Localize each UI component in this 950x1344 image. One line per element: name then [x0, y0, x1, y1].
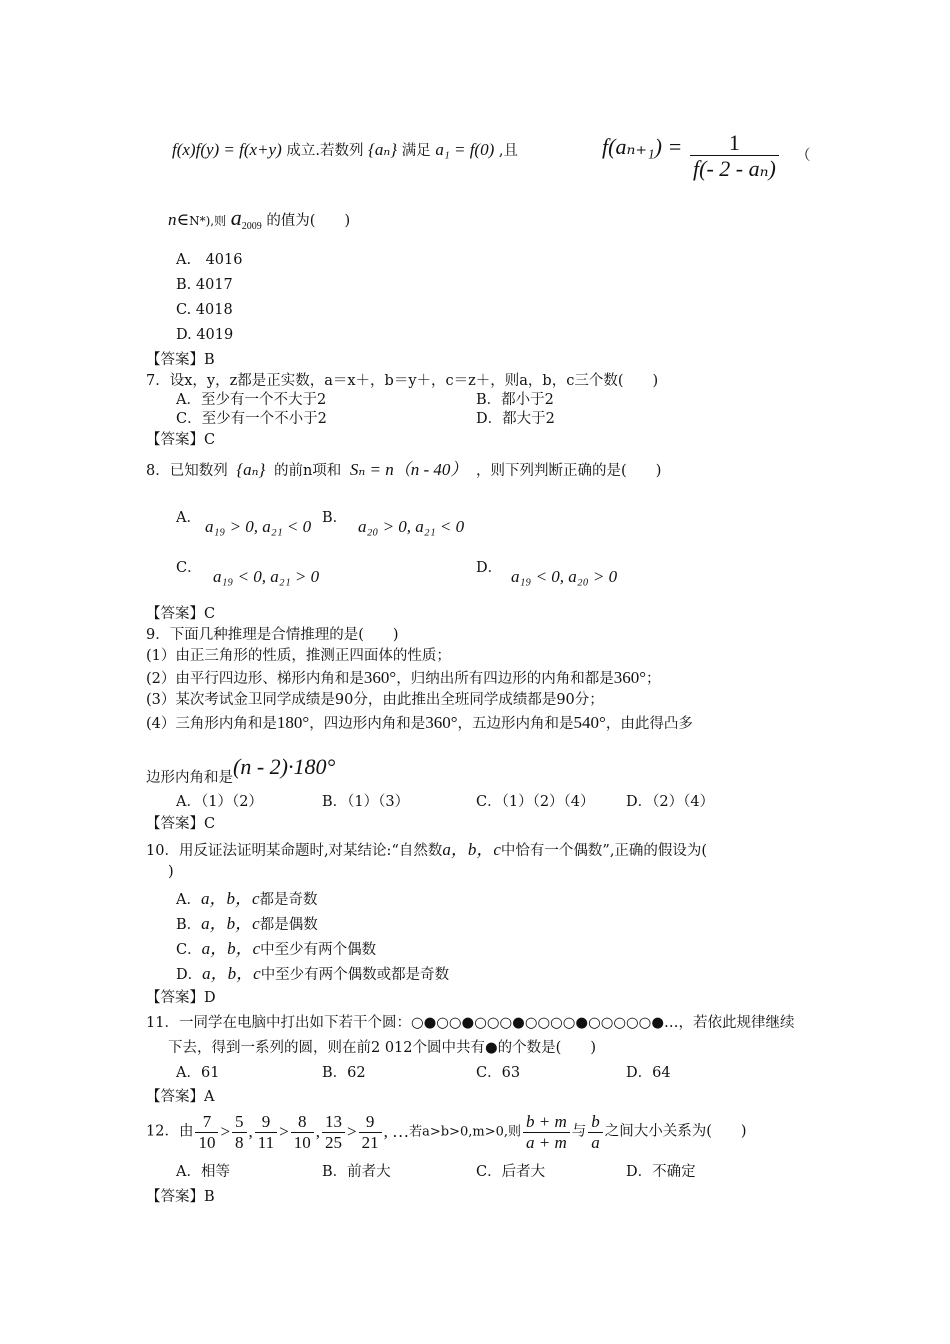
q6-eq3: [602, 134, 682, 160]
q9-deg360-b: 360°: [613, 668, 647, 687]
q8-option-a-label: A．: [176, 510, 201, 526]
q9-item4: [146, 713, 693, 733]
q8-option-c-label: C．: [176, 560, 202, 576]
q6-stem-line2: [168, 205, 350, 233]
q12-option-a: A．相等: [176, 1164, 230, 1180]
q9-option-d: D．（2）（4）: [626, 794, 715, 810]
q10-option-b: B．a，b，c都是偶数: [176, 914, 318, 933]
q12-option-d: D．不确定: [626, 1164, 696, 1180]
q12-frac-3: $\frac{9}{11}$: [255, 1112, 277, 1152]
q12-frac-7: $\frac{b + m}{a + m}$: [523, 1112, 570, 1152]
q8-stem-pre: 8．已知数列: [146, 463, 228, 479]
q9-stem: 9．下面几种推理是合情推理的是( ): [146, 627, 399, 643]
q8-stem-mid: 的前n项和: [273, 463, 342, 479]
q10-answer: 【答案】D: [146, 990, 216, 1006]
q6-seq: {aₙ}: [368, 140, 398, 159]
q11-answer: 【答案】A: [146, 1089, 215, 1105]
q9-deg360-c: 360°: [425, 713, 458, 732]
q12-frac-6: $\frac{9}{21}$: [359, 1112, 382, 1152]
q12-frac-8: $\frac{b}{a}$: [588, 1112, 603, 1152]
q12-stem-pre: 12．由: [146, 1123, 194, 1140]
q6-answer: 【答案】B: [146, 352, 215, 368]
q9-item4-c: ，五边形内角和是: [457, 716, 574, 732]
q6-fraction: [688, 130, 781, 182]
q9-deg540: 540°: [573, 713, 606, 732]
q8-stem-post: ，则下列判断正确的是( ): [476, 463, 662, 479]
q6-text2: 满足: [401, 143, 431, 159]
q11-option-a: A．61: [176, 1065, 220, 1081]
q6-option-b: B. 4017: [176, 277, 233, 293]
q6-line2-end: 的值为( ): [266, 213, 351, 229]
q11-option-b: B．62: [322, 1065, 366, 1081]
q9-option-a: A．（1）（2）: [176, 794, 263, 810]
q6-text3: ,且: [498, 143, 518, 159]
q7-option-c: C．至少有一个不小于2: [176, 411, 327, 427]
q12-frac-1: $\frac{7}{10}$: [195, 1112, 218, 1152]
q9-deg360-a: 360°: [363, 668, 397, 687]
q11-stem-line1: 11．一同学在电脑中打出如下若干个圆：○●○○●○○○●○○○○●○○○○○●…，若依此规律继续: [146, 1015, 795, 1031]
q12-stem-mid: 若a>b>0,m>0,则: [409, 1124, 521, 1140]
q9-option-c: C．（1）（2）（4）: [476, 794, 595, 810]
q9-item4-a: (4）三角形内角和是: [146, 716, 277, 732]
q10-option-a-abc: a，b，c: [200, 889, 260, 908]
q9-formula: (n - 2)∙180°: [233, 754, 336, 779]
q8-option-b: a₂₀ > 0, a₂₁ < 0: [358, 517, 465, 536]
q10-option-d: D．a，b，c中至少有两个偶数或都是奇数: [176, 964, 450, 983]
q12-stem-post: 之间大小关系为( ): [604, 1123, 747, 1140]
q11-option-c: C．63: [476, 1065, 521, 1081]
q9-item2-pre: (2）由平行四边形、梯形内角和是: [146, 671, 364, 687]
q9-item2-end: ；: [646, 671, 661, 687]
q10-stem-line2: ): [168, 864, 174, 880]
q6-text1: 成立.若数列: [286, 143, 364, 159]
q12-stem: 12．由 $\frac{7}{10}$ > $\frac{5}{8}$ , $\frac{9}{11}$ > $\frac{8}{10}$ , $\frac{13}{25}$ > $\frac{9}{21}$ , …若a>b>0,m>0,则 $\frac{b + m}{a + m}$ 与 $\frac{b}{a}$ 之间大小关系为( ): [146, 1112, 747, 1152]
q10-option-a: A．a，b，c都是奇数: [176, 889, 318, 908]
q12-option-c: C．后者大: [476, 1164, 546, 1180]
q7-option-d: D．都大于2: [476, 411, 555, 427]
q9-deg180: 180°: [276, 713, 310, 732]
q8-eq: Sₙ = n（n - 40）: [349, 460, 468, 479]
q11-stem-line2: 下去，得到一系列的圆，则在前2 012个圆中共有●的个数是( ): [168, 1040, 596, 1056]
q6-eq1: f(x)f(y) = f(x+y): [172, 140, 282, 159]
q8-seq: {aₙ}: [236, 460, 266, 479]
q6-option-d: D. 4019: [176, 327, 234, 343]
q10-stem: [146, 840, 707, 860]
q11-option-d: D．64: [626, 1065, 671, 1081]
q10-stem-pre: 10．用反证法证明某命题时,对某结论:“自然数: [146, 843, 443, 859]
q6-nstar: N*),则: [189, 214, 227, 228]
q12-answer: 【答案】B: [146, 1189, 215, 1205]
q10-option-b-abc: a，b，c: [201, 914, 260, 933]
q9-item4-b: ，四边形内角和是: [309, 716, 426, 732]
q7-option-a: A．至少有一个不大于2: [176, 392, 327, 408]
q9-item3: (3）某次考试金卫同学成绩是90分，由此推出全班同学成绩都是90分；: [146, 692, 604, 708]
q8-option-a: a₁₉ > 0, a₂₁ < 0: [205, 517, 312, 536]
q10-option-d-abc: a，b，c: [202, 964, 261, 983]
q9-item4-line2-text: 边形内角和是: [146, 770, 233, 786]
q7-answer: 【答案】C: [146, 432, 216, 448]
q8-option-d: a₁₉ < 0, a₂₀ > 0: [511, 567, 618, 586]
q9-item4-line2: [146, 754, 336, 788]
q10-option-c-abc: a，b，c: [201, 939, 261, 958]
q8-option-c: a₁₉ < 0, a₂₁ > 0: [213, 567, 320, 586]
q9-item2: [146, 668, 661, 688]
q9-option-b: B．（1）（3）: [322, 794, 410, 810]
q9-answer: 【答案】C: [146, 816, 216, 832]
q8-stem: [146, 460, 661, 480]
q6-option-c: C. 4018: [176, 302, 233, 318]
q12-frac-5: $\frac{13}{25}$: [322, 1112, 345, 1152]
q12-option-b: B．前者大: [322, 1164, 391, 1180]
q6-a2009: $a_{2009}$: [230, 205, 262, 232]
q8-answer: 【答案】C: [146, 606, 216, 622]
q6-n-in: n∈: [168, 210, 190, 229]
q10-option-c: C．a，b，c中至少有两个偶数: [176, 939, 377, 958]
q9-item1: (1）由正三角形的性质，推测正四面体的性质；: [146, 648, 451, 664]
q8-option-b-label: B．: [322, 510, 348, 526]
q6-stem-line1: [172, 140, 518, 160]
q12-frac-2: $\frac{5}{8}$: [232, 1112, 247, 1152]
q9-item2-mid: ，归纳出所有四边形的内角和都是: [396, 671, 614, 687]
q6-frac-num: 1: [690, 130, 779, 156]
q7-stem: 7．设x，y，z都是正实数，a＝x＋，b＝y＋，c＝z＋，则a，b，c三个数( ): [146, 373, 659, 389]
q8-option-d-label: D．: [476, 560, 503, 576]
q10-stem-post: 中恰有一个偶数”,正确的假设为(: [500, 843, 708, 859]
q6-option-a: A. 4016: [176, 252, 243, 268]
q6-eq3-left: f(aₙ₊₁) =: [602, 134, 683, 159]
q7-option-b: B．都小于2: [476, 392, 554, 408]
q6-frac-den: f(- 2 - aₙ): [693, 156, 776, 182]
q6-eq2: a₁ = f(0): [435, 140, 495, 159]
q12-frac-4: $\frac{8}{10}$: [291, 1112, 314, 1152]
q10-abc: a，b，c: [442, 840, 501, 859]
q9-item4-d: ，由此得凸多: [605, 716, 693, 732]
q6-paren: （: [796, 148, 811, 164]
q12-stem-mid2: 与: [571, 1123, 587, 1140]
